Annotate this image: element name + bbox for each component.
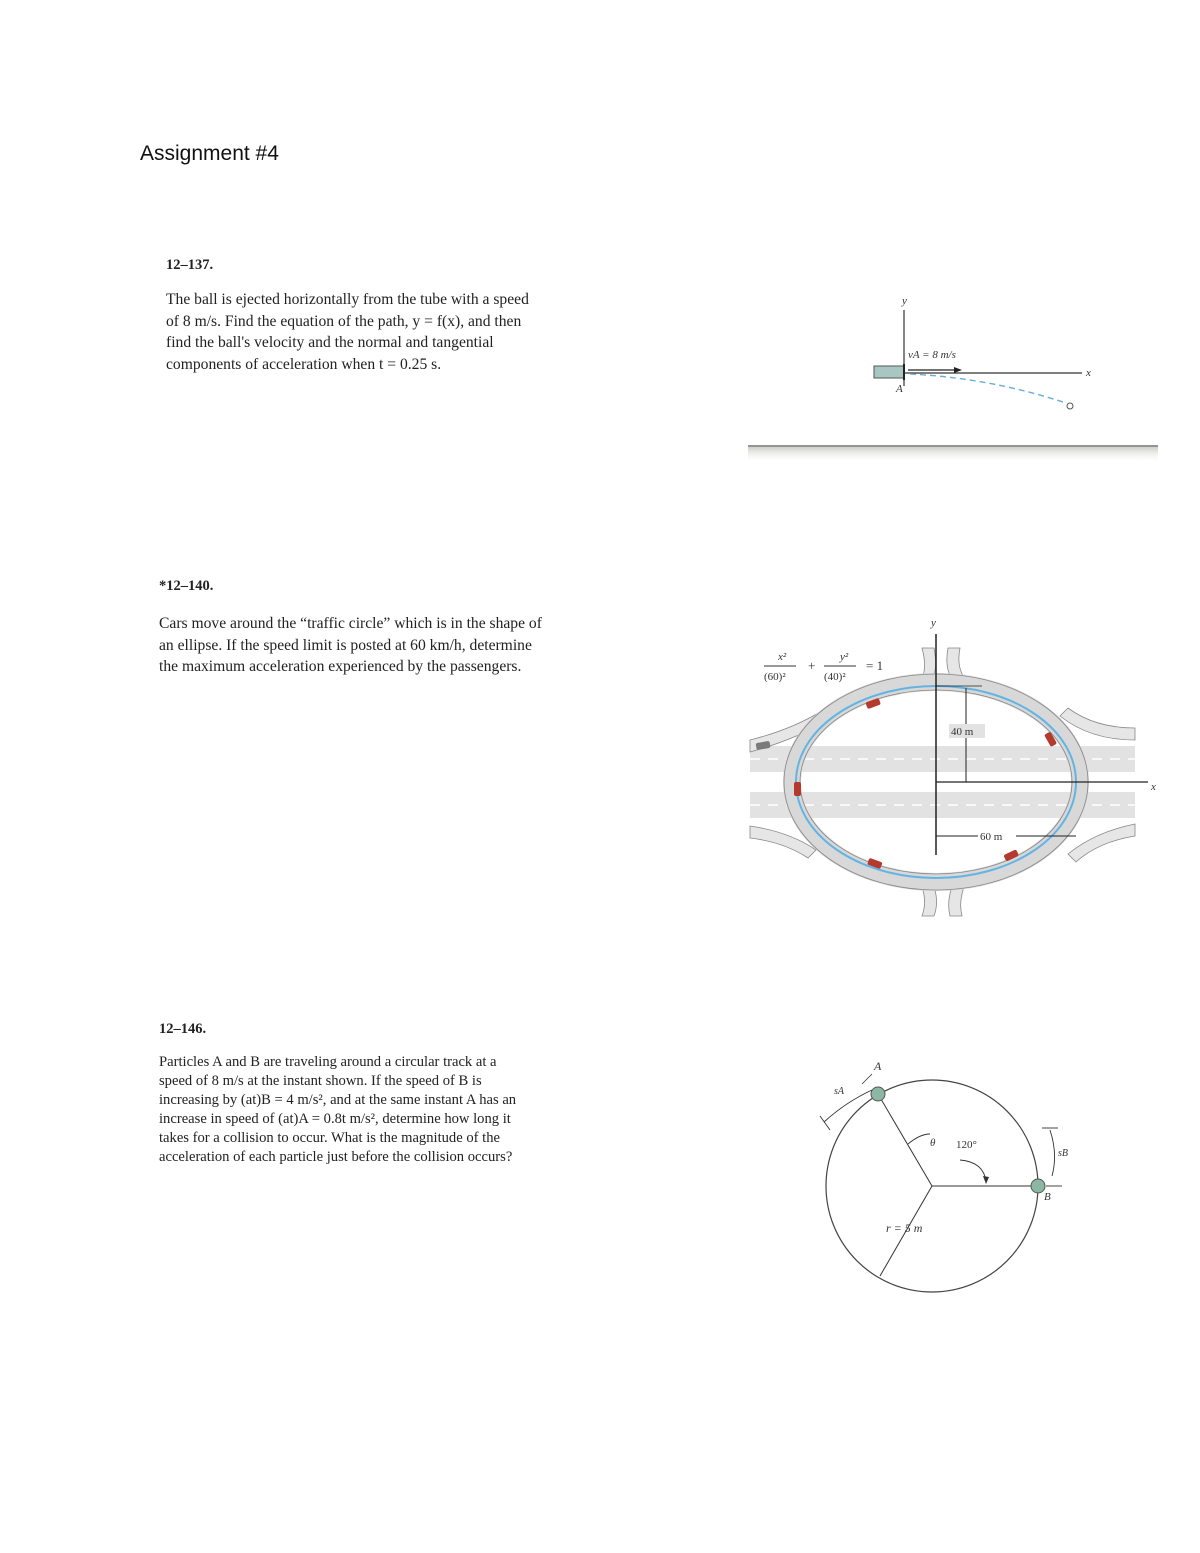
problem-text-line: increasing by (at)B = 4 m/s², and at the same instant A has an — [159, 1092, 517, 1108]
x-axis-label: x — [1151, 781, 1156, 793]
leader-line — [862, 1074, 872, 1084]
dimension-label-40m: 40 m — [951, 726, 974, 738]
particle-b — [1031, 1179, 1045, 1193]
problem-number: 12–137. — [166, 257, 214, 273]
eq-numerator-x: x² — [778, 651, 787, 663]
ball — [1067, 403, 1073, 409]
particle-a-label: A — [874, 1059, 882, 1073]
problem-text-line: find the ball's velocity and the normal and tangential — [166, 334, 494, 351]
velocity-arrowhead — [954, 367, 962, 373]
sa-arc — [824, 1090, 872, 1122]
theta-arc — [908, 1134, 930, 1144]
projectile-figure — [740, 290, 1170, 470]
eq-numerator-y: y² — [840, 651, 849, 663]
problem-text-line: Cars move around the “traffic circle” which is in the shape of — [159, 615, 542, 632]
problem-text-line: of 8 m/s. Find the equation of the path, y = f(x), and then — [166, 312, 522, 330]
radius-label: r = 5 m — [886, 1221, 923, 1235]
sb-arc — [1050, 1130, 1055, 1176]
circular-track-figure — [800, 1050, 1090, 1310]
eq-denominator-y: (40)² — [824, 671, 846, 683]
angle-label: 120° — [956, 1139, 977, 1151]
angle-arrowhead — [983, 1176, 989, 1184]
eq-denominator-x: (60)² — [764, 671, 786, 683]
x-axis-label: x — [1086, 367, 1091, 379]
problem-text-line: Particles A and B are traveling around a circular track at a — [159, 1054, 497, 1070]
problem-number: *12–140. — [159, 578, 214, 594]
problem-text-line: increase in speed of (at)A = 0.8t m/s², determine how long it — [159, 1111, 511, 1127]
particle-b-label: B — [1044, 1191, 1051, 1203]
problem-text — [166, 289, 616, 375]
problem-text — [159, 613, 621, 678]
dimension-label-60m: 60 m — [980, 831, 1003, 843]
y-axis-label: y — [931, 617, 936, 629]
problem-text — [159, 1053, 571, 1167]
problem-text-line: The ball is ejected horizontally from the tube with a speed — [166, 291, 529, 308]
velocity-label: vA = 8 m/s — [908, 349, 956, 361]
ramp — [1068, 824, 1135, 862]
eq-rhs: = 1 — [866, 658, 884, 673]
problem-text-line: an ellipse. If the speed limit is posted at 60 km/h, determine — [159, 636, 532, 654]
problem-text-line: the maximum acceleration experienced by the passengers. — [159, 658, 522, 675]
ground-shading — [748, 447, 1158, 463]
sb-label: sB — [1058, 1148, 1068, 1159]
problem-text-line: components of acceleration when t = 0.25 s. — [166, 355, 442, 373]
sa-label: sA — [834, 1086, 844, 1097]
traffic-circle-figure — [750, 610, 1170, 930]
page-title: Assignment #4 — [140, 142, 279, 165]
eq-plus: + — [808, 658, 816, 673]
angle-arc — [960, 1160, 986, 1182]
problem-number: 12–146. — [159, 1021, 207, 1037]
point-a-label: A — [896, 383, 903, 395]
radius-to-a — [878, 1094, 932, 1186]
problem-text-line: speed of 8 m/s at the instant shown. If the speed of B is — [159, 1073, 482, 1089]
tube — [874, 366, 904, 378]
y-axis-label: y — [902, 295, 907, 307]
ball-path — [910, 374, 1066, 403]
problem-text-line: takes for a collision to occur. What is the magnitude of the — [159, 1130, 500, 1146]
ellipse-equation — [764, 651, 883, 683]
problem-text-line: acceleration of each particle just before the collision occurs? — [159, 1149, 513, 1165]
particle-a — [871, 1087, 885, 1101]
theta-label: θ — [930, 1137, 936, 1149]
car — [794, 782, 801, 796]
